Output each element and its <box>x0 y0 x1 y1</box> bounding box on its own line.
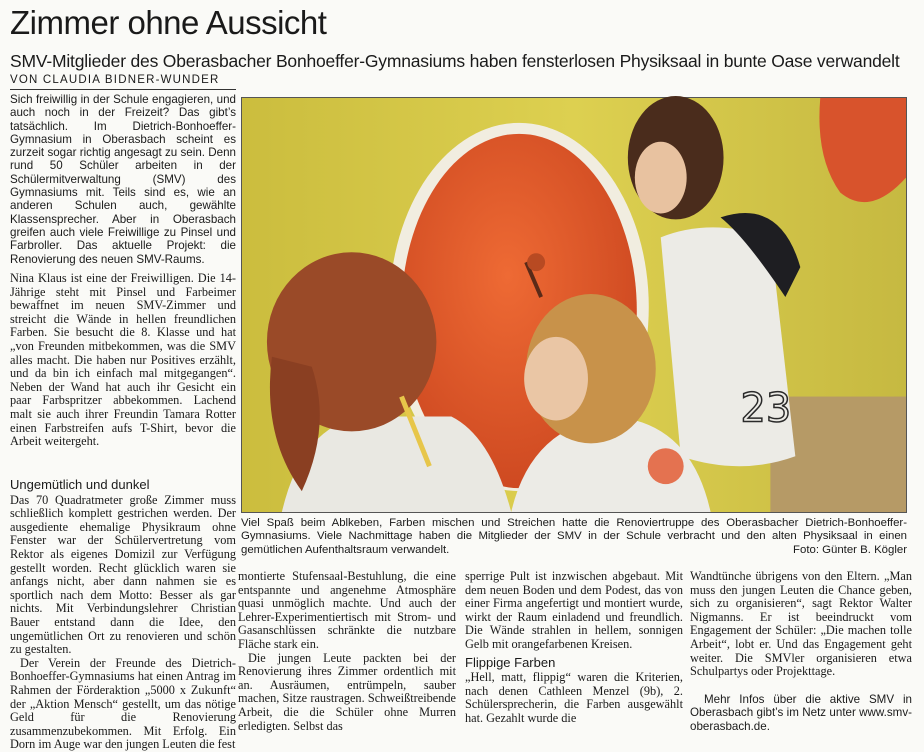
body-paragraph: Das 70 Quadratmeter große Zimmer muss schließlich komplett gestrichen werden. Der ausgediente ehemalige Physikraum ohne Fenster war der Schülervertretung vom Rektor als eigenes Domizil zur Verfügung gestellt worden. Recht glücklich waren sie anfangs nicht, aber dann nahmen sie es sportlich nach dem Motto: Besser als gar nichts. Mit Verbindungslehrer Christian Bauer entstand dann die Idee, den ungemütlichen Ort zu renovieren und schön zu gestalten. <box>10 492 236 657</box>
more-info-note: Mehr Infos über die aktive SMV in Oberasbach gibt’s im Netz unter www.smv-oberasbach.de. <box>690 692 912 733</box>
body-paragraph: Der Verein der Freunde des Dietrich-Bonhoeffer-Gymnasiums hat einen Antrag im Rahmen der Förderaktion „5000 x Zukunft“ der „Aktion Mensch“ gestellt, um das nötige Geld für die Renovierung zusammenzubekommen. Mit Erfolg. Ein Dorn im Auge war den jungen Leuten die fest <box>10 655 236 752</box>
shirt-number: 23 <box>740 385 792 432</box>
face-right <box>635 142 687 214</box>
column-1-top <box>10 272 236 449</box>
column-3 <box>465 570 683 726</box>
headline: Zimmer ohne Aussicht <box>10 4 327 41</box>
section-heading: Ungemütlich und dunkel <box>10 477 150 492</box>
lead-paragraph: Sich freiwillig in der Schule engagieren, und auch noch in der Freizeit? Das gibt’s tatsächlich. Im Dietrich-Bonhoeffer-Gymnasium in Oberasbach scheint es zurzeit sogar richtig angesagt zu sein. Denn rund 50 Schüler arbeiten in der Schülermitverwaltung (SMV) des Gymnasiums mit. Teils sind es, wie an anderen Schulen auch, gewählte Klassensprecher. Aber in Oberasbach greifen auch viele Freiwillige zu Pinsel und Farbroller. Das aktuelle Projekt: die Renovierung des neuen SMV-Raums. <box>10 93 236 266</box>
column-1-bottom <box>10 474 236 752</box>
article-photo <box>241 97 907 513</box>
body-paragraph: Wandtünche übrigens von den Eltern. „Man muss den jungen Leuten die Chance geben, sich zu organisieren“, sagt Rektor Walter Nigmanns. Er ist beeindruckt vom Engagement der Schüler: „Die machen tolle Arbeit“, lobt er. Und das Engagement geht weiter. Die SMVler organisieren etwa Schulpartys oder Projekttage. <box>690 569 912 679</box>
photo-caption <box>241 517 907 557</box>
paint-roller <box>527 253 545 271</box>
column-4 <box>690 570 912 733</box>
body-paragraph: sperrige Pult ist inzwischen abgebaut. Mit dem neuen Boden und dem Podest, das von einer Firma angefertigt und montiert wurde, wirkt der Raum einladend und freundlich. Die Wände strahlen in hellem, sonnigen Gelb mit orangefarbenen Kreisen. <box>465 569 683 651</box>
body-paragraph: montierte Stufensaal-Bestuhlung, die eine entspannte und angenehme Atmosphäre quasi unmöglich machte. Und auch der Lehrer-Experimentiertisch mit Strom- und Gasanschlüssen schränkte die nutzbare Fläche stark ein. <box>238 569 456 651</box>
body-paragraph: „Hell, matt, flippig“ waren die Kriterien, nach denen Cathleen Menzel (9b), 2. Schülersprecherin, die Farben ausgewählt hat. Gezahlt wurde die <box>465 670 683 725</box>
body-paragraph: Nina Klaus ist eine der Freiwilligen. Die 14-Jährige steht mit Pinsel und Farbeimer bewaffnet im neuen SMV-Zimmer und streicht die Wände in hellen freundlichen Farben. Sie besucht die 8. Klasse und hat „von Freunden mitbekommen, was die SMV alles macht. Die haben nur Positives erzählt, und da bin ich einfach mal mitgegangen“. Neben der Wand hat auch ihr Gesicht ein paar Farbspritzer abbekommen. Lachend malt sie auch ihrer Freundin Tamara Rotter einen Farbstreifen aufs T-Shirt, bevor die Arbeit weitergeht. <box>10 271 236 449</box>
body-paragraph: Die jungen Leute packten bei der Renovierung ihres Zimmer ordentlich mit an. Ausräumen, entrümpeln, sauber machen, Sitze raustragen. Schweißtreibende Arbeit, die die Schüler ohne Murren erledigten. Selbst das <box>238 650 456 733</box>
section-heading: Flippige Farben <box>465 654 556 670</box>
subheadline: SMV-Mitglieder des Oberasbacher Bonhoeffer-Gymnasiums haben fensterlosen Physiksaal in bunte Oase verwandelt <box>10 51 900 71</box>
photo-credit: Foto: Günter B. Kögler <box>793 543 907 556</box>
photo-illustration <box>242 98 906 512</box>
face-middle <box>524 337 588 421</box>
byline: VON CLAUDIA BIDNER-WUNDER <box>10 74 220 86</box>
caption-text: Viel Spaß beim Ablkeben, Farben mischen und Streichen hatte die Renoviertruppe des Oberasbacher Dietrich-Bonhoeffer-Gymnasiums. Viele Nachmittage haben die Mitglieder der SMV in der Schule verbracht und den alten Physiksaal in einen gemütlichen Aufenthaltsraum verwandelt. <box>241 517 907 556</box>
column-2 <box>238 570 456 733</box>
byline-rule <box>10 89 236 90</box>
